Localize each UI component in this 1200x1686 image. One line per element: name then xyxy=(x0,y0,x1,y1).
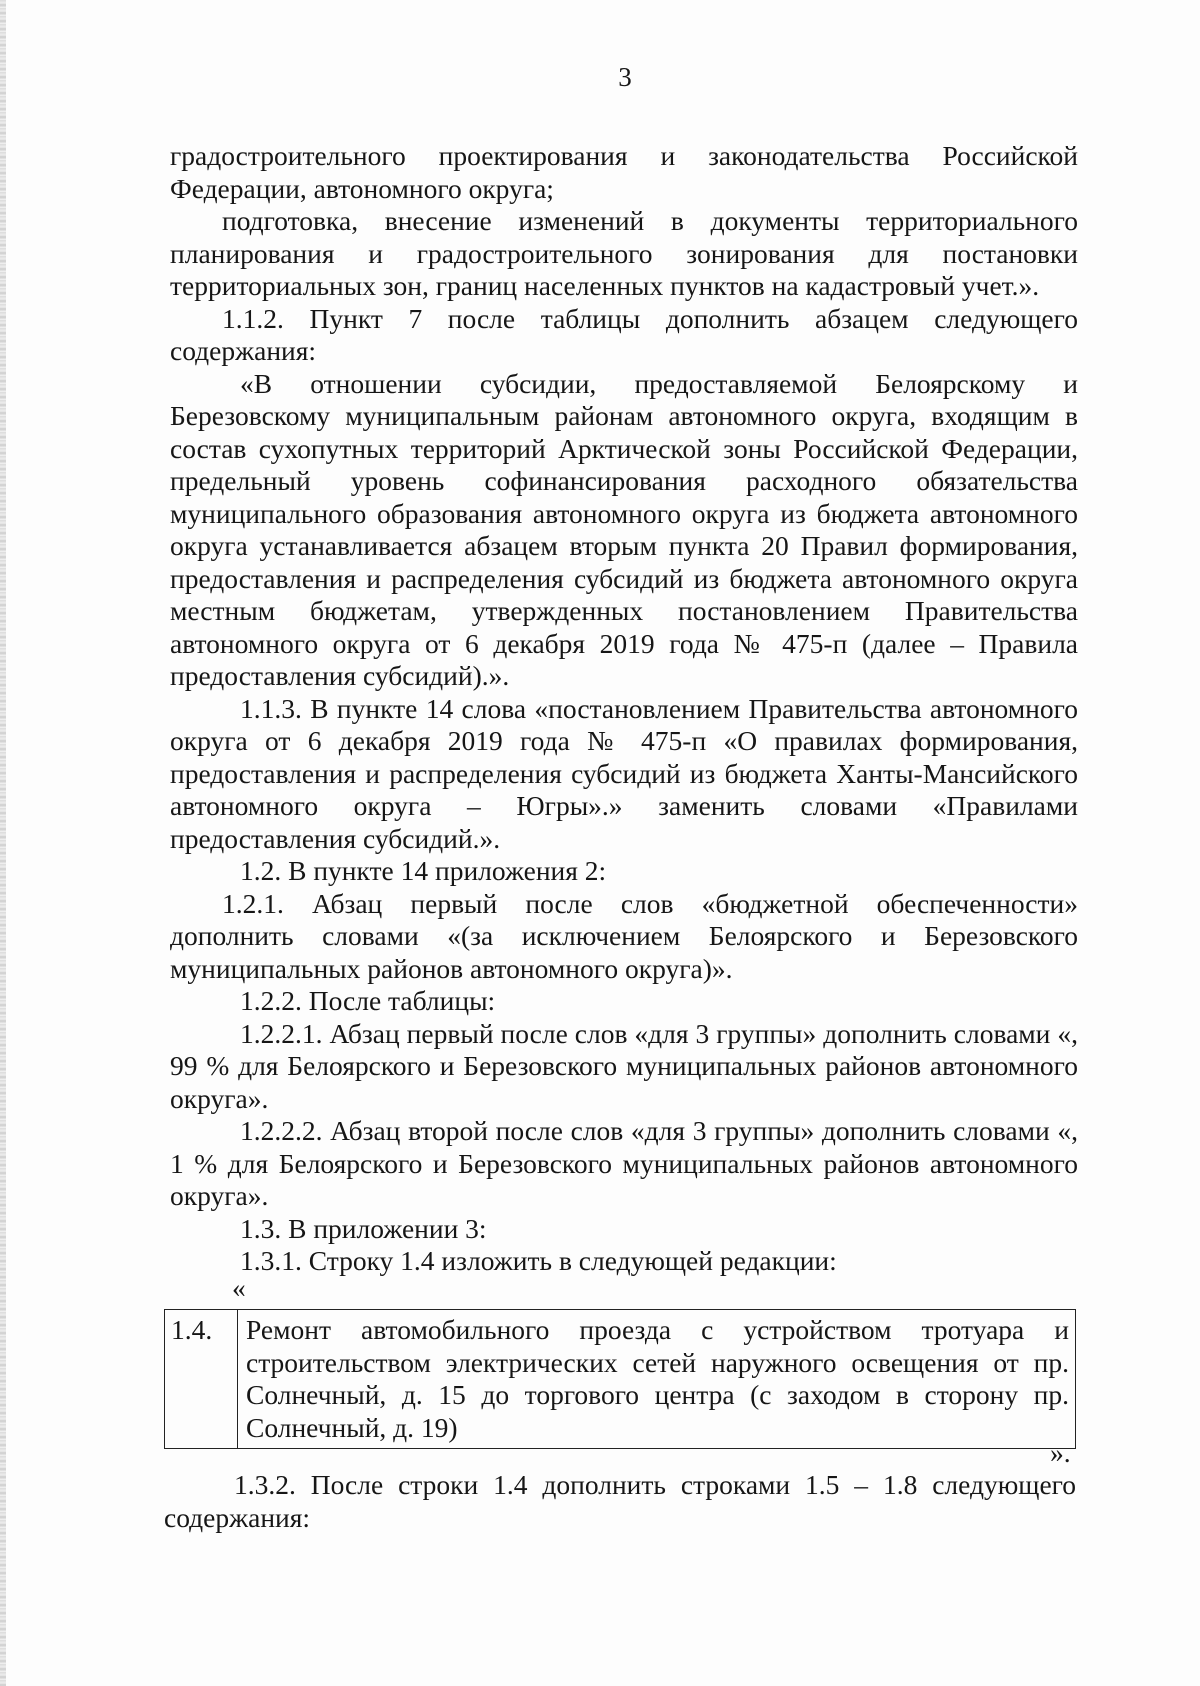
row-description-cell: Ремонт автомобильного проезда с устройством тротуара и строительством электрических сетей наружного освещения от пр. Солнечный, д. 15 до торгового центра (с заходом в сторону пр. Солнечный, д. 19) xyxy=(238,1310,1076,1449)
paragraph-7: 1.2.1. Абзац первый после слов «бюджетной обеспеченности» дополнить словами «(за исключением Белоярского и Березовского муниципальных районов автономного округа)». xyxy=(170,887,1078,984)
document-tail xyxy=(164,1469,1076,1534)
paragraph-13: 1.3.2. После строки 1.4 дополнить строками 1.5 – 1.8 следующего содержания: xyxy=(164,1469,1076,1533)
table-row xyxy=(165,1310,1076,1449)
paragraph-10: 1.2.2.2. Абзац второй после слов «для 3 группы» дополнить словами «, 1 % для Белоярского и Березовского муниципальных районов автономного округа». xyxy=(170,1115,1078,1211)
paragraph-6: 1.2. В пункте 14 приложения 2: xyxy=(240,855,607,886)
paragraph-11: 1.3. В приложении 3: xyxy=(240,1212,487,1244)
row-number-cell: 1.4. xyxy=(165,1310,238,1449)
paragraph-4: «В отношении субсидии, предоставляемой Белоярскому и Березовскому муниципальным районам автономного округа, входящим в состав сухопутных территорий Арктической зоны Российской Федерации, предельный уровень софинансирования расходного обязательства муниципального образования автономного округа из бюджета автономного округа устанавливается абзацем вторым пункта 20 Правил формирования, предоставления и распределения субсидий из бюджета автономного округа местным бюджетам, утвержденных постановлением Правительства автономного округа от 6 декабря 2019 года № 475-п (далее – Правила предоставления субсидий).». xyxy=(170,367,1078,691)
paragraph-1: градостроительного проектирования и законодательства Российской Федерации, автономного округа; xyxy=(170,140,1078,204)
paragraph-3: 1.1.2. Пункт 7 после таблицы дополнить абзацем следующего содержания: xyxy=(170,302,1078,366)
open-quote-mark: « xyxy=(232,1272,246,1303)
scan-edge-artifact xyxy=(0,0,6,1686)
document-body xyxy=(170,140,1078,1278)
paragraph-9: 1.2.2.1. Абзац первый после слов «для 3 группы» дополнить словами «, 99 % для Белоярского и Березовского муниципальных районов автономного округа». xyxy=(170,1017,1078,1114)
paragraph-12: 1.3.1. Строку 1.4 изложить в следующей редакции: xyxy=(240,1245,837,1276)
amendment-table xyxy=(164,1309,1076,1449)
paragraph-2: подготовка, внесение изменений в документы территориального планирования и градостроительного зонирования для постановки территориальных зон, границ населенных пунктов на кадастровый учет.». xyxy=(170,205,1078,301)
page-number: 3 xyxy=(618,62,632,92)
paragraph-8: 1.2.2. После таблицы: xyxy=(240,985,496,1016)
paragraph-5: 1.1.3. В пункте 14 слова «постановлением Правительства автономного округа от 6 декабря 2019 года № 475-п «О правилах формирования, предоставления и распределения субсидий из бюджета Ханты-Мансийского автономного округа – Югры».» заменить словами «Правилами предоставления субсидий.». xyxy=(170,692,1078,854)
close-quote-mark: ». xyxy=(1050,1437,1071,1468)
